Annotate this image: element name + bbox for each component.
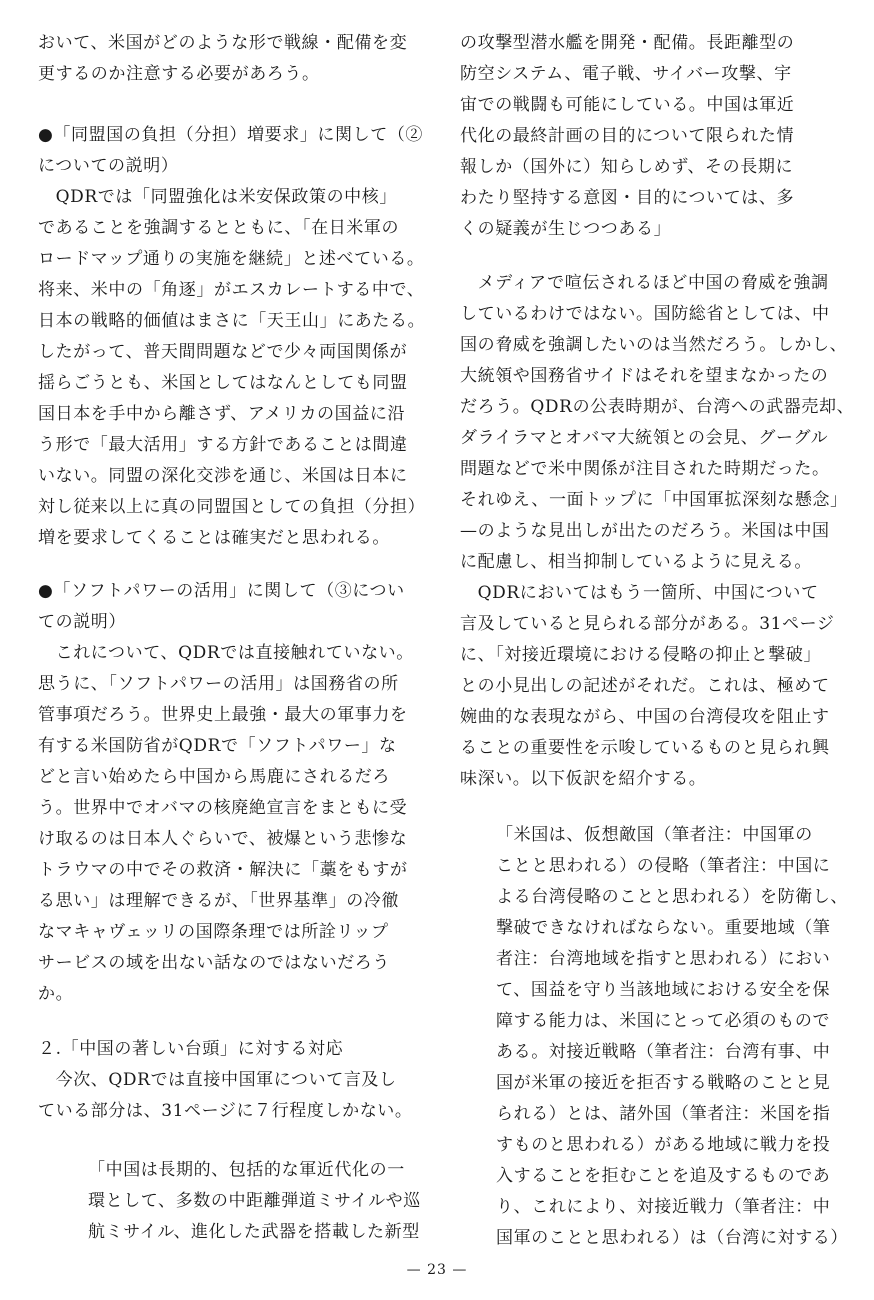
- text-line: 管事項だろう。世界史上最強・最大の軍事力を: [38, 705, 408, 725]
- text-line: 対し従来以上に真の同盟国としての負担（分担）: [38, 497, 426, 517]
- text-line: すものと思われる）がある地域に戦力を投: [496, 1135, 831, 1155]
- text-line: 国が米軍の接近を拒否する戦略のことと見: [496, 1073, 831, 1093]
- text-line: についての説明）: [38, 156, 179, 176]
- text-line: 言及していると見られる部分がある。31ページ: [460, 614, 835, 634]
- text-line: 代化の最終計画の目的について限られた情: [460, 126, 795, 146]
- text-line: どと言い始めたら中国から馬鹿にされるだろ: [38, 767, 390, 787]
- text-line: け取るのは日本人ぐらいで、被爆という悲惨な: [38, 829, 408, 849]
- text-line: これについて、QDRでは直接触れていない。: [38, 643, 414, 663]
- text-line: 問題などで米中関係が注目された時期だった。: [460, 459, 830, 479]
- text-line: サービスの域を出ない話なのではないだろう: [38, 953, 390, 973]
- text-line: 婉曲的な表現ながら、中国の台湾侵攻を阻止す: [460, 707, 830, 727]
- page-number: — 23 —: [406, 1262, 468, 1278]
- text-line: 「中国は長期的、包括的な軍近代化の一: [88, 1160, 405, 1180]
- text-line: ●「同盟国の負担（分担）増要求」に関して（②: [38, 125, 424, 145]
- qdr-quote-continued: [460, 28, 794, 245]
- text-line: う。世界中でオバマの核廃絶宣言をまともに受: [38, 798, 408, 818]
- alliance-paragraph: [38, 182, 425, 554]
- text-line: 障する能力は、米国にとって必須のもので: [496, 1011, 831, 1031]
- media-paragraph: [460, 268, 854, 795]
- text-line: 撃破できなければならない。重要地域（筆: [496, 918, 831, 938]
- text-line: か。: [38, 984, 74, 1004]
- text-line: 有する米国防省がQDRで「ソフトパワー」な: [38, 736, 397, 756]
- text-line: QDRにおいてはもう一箇所、中国について: [460, 583, 819, 603]
- heading-text: ２.「中国の著しい台頭」に対する対応: [38, 1039, 344, 1059]
- text-line: ことと思われる）の侵略（筆者注：中国に: [496, 856, 831, 876]
- text-line: —のような見出しが出たのだろう。米国は中国: [460, 521, 830, 541]
- text-line: QDRでは「同盟強化は米安保政策の中核」: [38, 187, 397, 207]
- text-line: わたり堅持する意図・目的については、多: [460, 188, 795, 208]
- intro-paragraph: [38, 28, 407, 90]
- qdr-quote-start: [88, 1155, 421, 1248]
- text-line: られる）とは、諸外国（筆者注：米国を指: [496, 1104, 831, 1124]
- text-line: 今次、QDRでは直接中国軍について言及し: [38, 1070, 397, 1090]
- softpower-paragraph: [38, 638, 414, 1010]
- text-line: したがって、普天間問題などで少々両国関係が: [38, 342, 408, 362]
- text-line: 思うに、「ソフトパワーの活用」は国務省の所: [38, 674, 399, 694]
- text-line: 入することを拒むことを追及するものであ: [496, 1166, 831, 1186]
- text-line: ての説明）: [38, 612, 126, 632]
- text-line: ている部分は、31ページに７行程度しかない。: [38, 1101, 413, 1121]
- text-line: しているわけではない。国防総省としては、中: [460, 304, 830, 324]
- text-line: 者注：台湾地域を指すと思われる）におい: [496, 949, 831, 969]
- text-line: 環として、多数の中距離弾道ミサイルや巡: [88, 1191, 421, 1211]
- text-line: う形で「最大活用」する方針であることは間違: [38, 435, 408, 455]
- text-line: 更するのか注意する必要があろう。: [38, 64, 320, 84]
- text-line: それゆえ、一面トップに「中国軍拡深刻な懸念」: [460, 490, 848, 510]
- text-line: おいて、米国がどのような形で戦線・配備を変: [38, 33, 408, 53]
- alliance-heading: [38, 120, 423, 182]
- text-line: との小見出しの記述がそれだ。これは、極めて: [460, 676, 830, 696]
- text-line: 報しか（国外に）知らしめず、その長期に: [460, 157, 794, 177]
- text-line: て、国益を守り当該地域における安全を保: [496, 980, 831, 1000]
- anti-access-quote: [496, 820, 848, 1254]
- text-line: であることを強調するとともに、「在日米軍の: [38, 218, 400, 238]
- text-line: 増を要求してくることは確実だと思われる。: [38, 528, 390, 548]
- text-line: り、これにより、対接近戦力（筆者注：中: [496, 1197, 831, 1217]
- text-line: の攻撃型潜水艦を開発・配備。長距離型の: [460, 33, 795, 53]
- text-line: だろう。QDRの公表時期が、台湾への武器売却、: [460, 397, 855, 417]
- text-line: ロードマップ通りの実施を継続」と述べている。: [38, 249, 425, 269]
- text-line: 将来、米中の「角逐」がエスカレートする中で、: [38, 280, 425, 300]
- text-line: トラウマの中でその救済・解決に「藁をもすが: [38, 860, 408, 880]
- text-line: 「米国は、仮想敵国（筆者注：中国軍の: [496, 825, 813, 845]
- text-line: 宙での戦闘も可能にしている。中国は軍近: [460, 95, 795, 115]
- text-line: 国軍のことと思われる）は（台湾に対する）: [496, 1228, 848, 1248]
- softpower-heading: [38, 576, 405, 638]
- text-line: 国日本を手中から離さず、アメリカの国益に沿: [38, 404, 406, 424]
- china-section-heading: [38, 1034, 343, 1065]
- text-line: メディアで喧伝されるほど中国の脅威を強調: [460, 273, 829, 293]
- text-line: なマキャヴェッリの国際条理では所詮リップ: [38, 922, 389, 942]
- text-line: くの疑義が生じつつある」: [460, 219, 672, 239]
- text-line: る思い」は理解できるが、「世界基準」の冷徹: [38, 891, 400, 911]
- text-line: 日本の戦略的価値はまさに「天王山」にあたる。: [38, 311, 426, 331]
- text-line: に配慮し、相当抑制しているように見える。: [460, 552, 812, 572]
- text-line: 航ミサイル、進化した武器を搭載した新型: [88, 1222, 420, 1242]
- text-line: ダライラマとオバマ大統領との会見、グーグル: [460, 428, 829, 448]
- text-line: 揺らごうとも、米国としてはなんとしても同盟: [38, 373, 408, 393]
- text-line: 防空システム、電子戦、サイバー攻撃、宇: [460, 64, 792, 84]
- china-paragraph: [38, 1065, 413, 1127]
- text-line: 国の脅威を強調したいのは当然だろう。しかし、: [460, 335, 848, 355]
- text-line: 大統領や国務省サイドはそれを望まなかったの: [460, 366, 829, 386]
- text-line: いない。同盟の深化交渉を通じ、米国は日本に: [38, 466, 408, 486]
- text-line: ●「ソフトパワーの活用」に関して（③につい: [38, 581, 405, 601]
- text-line: ることの重要性を示唆しているものと見られ興: [460, 738, 830, 758]
- text-line: ある。対接近戦略（筆者注：台湾有事、中: [496, 1042, 831, 1062]
- text-line: 味深い。以下仮訳を紹介する。: [460, 769, 707, 789]
- text-line: よる台湾侵略のことと思われる）を防衛し、: [496, 887, 848, 907]
- text-line: に、「対接近環境における侵略の抑止と撃破」: [460, 645, 822, 665]
